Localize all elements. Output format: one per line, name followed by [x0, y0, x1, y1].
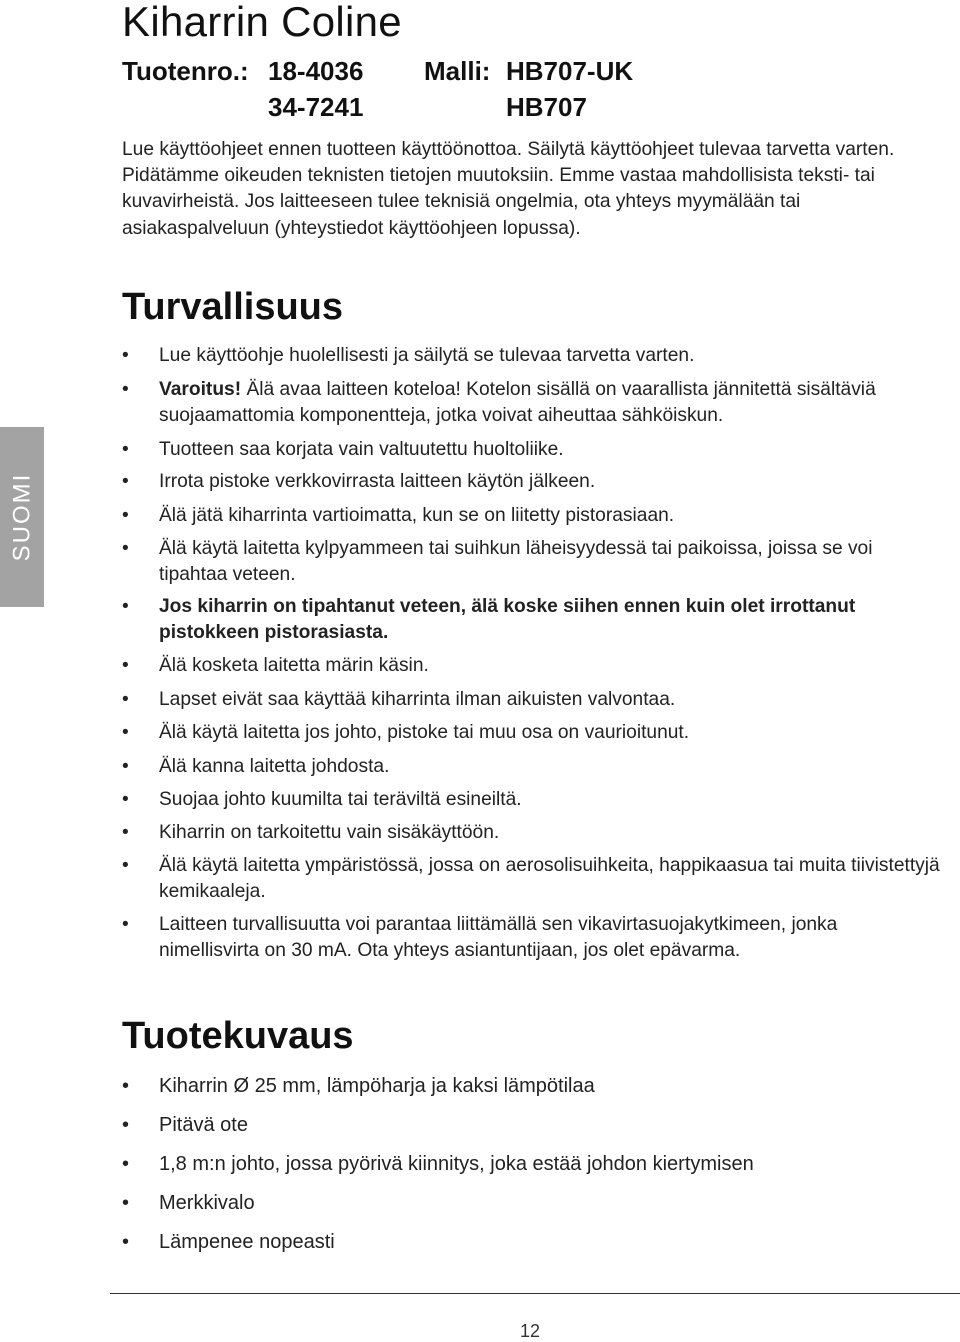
bullet-icon: •	[122, 1231, 130, 1253]
list-item	[122, 437, 942, 463]
tuotenro-value-2: 34-7241	[268, 92, 364, 122]
malli-label: Malli:	[424, 56, 491, 86]
list-item-text: Lapset eivät saa käyttää kiharrinta ilman aikuisten valvontaa.	[159, 689, 676, 710]
list-item-text: Jos kiharrin on tipahtanut veteen, älä koske siihen ennen kuin olet irrottanut pistokkeen pistorasiasta.	[159, 596, 856, 644]
list-item-text: Kiharrin Ø 25 mm, lämpöharja ja kaksi lämpötilaa	[159, 1075, 595, 1097]
list-item-text: Pitävä ote	[159, 1114, 248, 1136]
bullet-icon: •	[122, 1192, 130, 1214]
list-item-text: Älä kanna laitetta johdosta.	[159, 756, 390, 777]
list-item	[122, 1151, 942, 1177]
language-tab-label: SUOMI	[8, 472, 36, 562]
list-item	[122, 720, 942, 746]
list-item-text: Merkkivalo	[159, 1192, 255, 1214]
list-item-text: Älä käytä laitetta ympäristössä, jossa on aerosolisuihkeita, happikaasua tai muita tiivistettyjä kemikaaleja.	[159, 855, 940, 903]
description-heading: Tuotekuvaus	[122, 1015, 354, 1057]
safety-heading: Turvallisuus	[122, 286, 344, 328]
intro-paragraph: Lue käyttöohjeet ennen tuotteen käyttöönottoa. Säilytä käyttöohjeet tulevaa tarvetta varten. Pidätämme oikeuden teknisten tietojen muutoksiin. Emme vastaa mahdollisista teksti- tai kuvavirheistä. Jos laitteeseen tulee teknisiä ongelmia, ota yhteys myymälään tai asiakaspalveluun (yhteystiedot käyttöohjeen lopussa).	[122, 139, 895, 239]
list-item-text: 1,8 m:n johto, jossa pyörivä kiinnitys, joka estää johdon kiertymisen	[159, 1153, 754, 1175]
list-item	[122, 503, 942, 529]
list-item	[122, 1073, 942, 1099]
list-item-text: Älä käytä laitetta kylpyammeen tai suihkun läheisyydessä tai paikoissa, joissa se voi tipahtaa veteen.	[159, 538, 873, 586]
bullet-icon: •	[122, 689, 129, 710]
bullet-icon: •	[122, 789, 129, 810]
list-item	[122, 1112, 942, 1138]
list-item	[122, 469, 942, 495]
tuotenro-label: Tuotenro.:	[122, 56, 249, 86]
list-item-text: Kiharrin on tarkoitettu vain sisäkäyttöön.	[159, 822, 500, 843]
list-item-text: Irrota pistoke verkkovirrasta laitteen käytön jälkeen.	[159, 471, 596, 492]
bullet-icon: •	[122, 914, 129, 935]
list-item-text: Suojaa johto kuumilta tai teräviltä esineiltä.	[159, 789, 522, 810]
bullet-icon: •	[122, 822, 129, 843]
list-item-text: Älä käytä laitetta jos johto, pistoke tai muu osa on vaurioitunut.	[159, 722, 690, 743]
list-item	[122, 594, 942, 646]
list-item-text: Älä avaa laitteen koteloa! Kotelon sisällä on vaarallista jännitettä sisältäviä suojaamattomia komponentteja, jotka voivat aiheuttaa sähköiskun.	[159, 379, 876, 427]
bullet-icon: •	[122, 538, 129, 559]
tuotenro-value-1: 18-4036	[268, 56, 364, 86]
list-item	[122, 787, 942, 813]
list-item-text: Älä kosketa laitetta märin käsin.	[159, 655, 429, 676]
product-info-row-1	[0, 56, 960, 88]
bullet-icon: •	[122, 855, 129, 876]
list-item	[122, 754, 942, 780]
warning-label: Varoitus!	[159, 379, 242, 400]
list-item	[122, 853, 942, 905]
bullet-icon: •	[122, 1075, 130, 1097]
bullet-icon: •	[122, 471, 129, 492]
bullet-icon: •	[122, 345, 129, 366]
bullet-icon: •	[122, 1114, 130, 1136]
list-item	[122, 536, 942, 588]
bullet-icon: •	[122, 1153, 130, 1175]
language-tab	[0, 427, 44, 607]
list-item	[122, 687, 942, 713]
malli-value-2: HB707	[506, 92, 587, 122]
list-item-text: Laitteen turvallisuutta voi parantaa liittämällä sen vikavirtasuojakytkimeen, jonka nimellisvirta on 30 mA. Ota yhteys asiantuntijaan, jos olet epävarma.	[159, 914, 838, 962]
malli-value-1: HB707-UK	[506, 56, 634, 86]
bullet-icon: •	[122, 756, 129, 777]
list-item	[122, 1190, 942, 1216]
list-item	[122, 1229, 942, 1255]
bullet-icon: •	[122, 655, 129, 676]
list-item-text: Lue käyttöohje huolellisesti ja säilytä se tulevaa tarvetta varten.	[159, 345, 695, 366]
list-item	[122, 912, 942, 964]
list-item-text: Lämpenee nopeasti	[159, 1231, 335, 1253]
page-title: Kiharrin Coline	[122, 0, 402, 45]
bullet-icon: •	[122, 722, 129, 743]
bullet-icon: •	[122, 505, 129, 526]
bullet-icon: •	[122, 439, 129, 460]
list-item	[122, 820, 942, 846]
list-item	[122, 343, 942, 369]
list-item-text: Älä jätä kiharrinta vartioimatta, kun se on liitetty pistorasiaan.	[159, 505, 675, 526]
list-item	[122, 653, 942, 679]
list-item	[122, 377, 942, 429]
footer-divider	[110, 1293, 960, 1294]
list-item-text: Tuotteen saa korjata vain valtuutettu huoltoliike.	[159, 439, 564, 460]
bullet-icon: •	[122, 379, 129, 400]
page-number: 12	[520, 1321, 541, 1341]
product-info-row-2	[0, 92, 960, 124]
bullet-icon: •	[122, 596, 129, 617]
